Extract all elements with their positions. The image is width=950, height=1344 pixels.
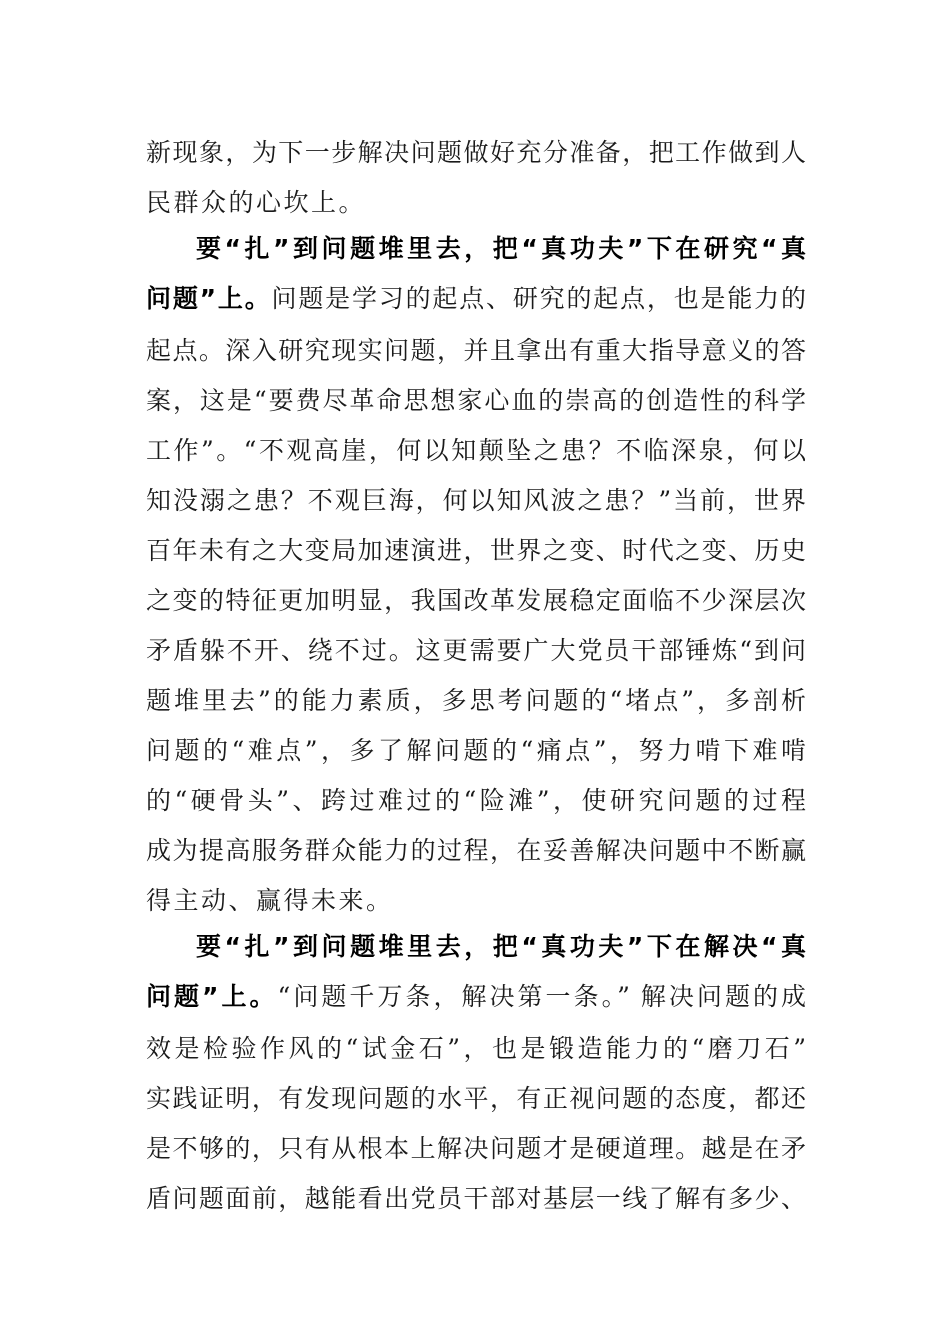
paragraph-2-line: 起点。深入研究现实问题，并且拿出有重大指导意义的答 <box>146 336 806 365</box>
paragraph-2-line: 矛盾躲不开、绕不过。这更需要广大党员干部锤炼“到问 <box>146 636 806 665</box>
paragraph-2-line: 百年未有之大变局加速演进，世界之变、时代之变、历史 <box>146 536 806 565</box>
paragraph-2-line: 之变的特征更加明显，我国改革发展稳定面临不少深层次 <box>146 586 806 615</box>
paragraph-3-line: 效是检验作风的“试金石”，也是锻造能力的“磨刀石” <box>146 1034 806 1063</box>
paragraph-3-line: 盾问题面前，越能看出党员干部对基层一线了解有多少、 <box>146 1184 806 1213</box>
paragraph-2-heading-line-2: 问题”上。 <box>146 284 272 313</box>
paragraph-2-line: 案，这是“要费尽革命思想家心血的崇高的创造性的科学 <box>146 386 806 415</box>
paragraph-3-heading-line-2: 问题”上。 <box>146 982 278 1011</box>
paragraph-3-heading-line-1: 要“扎”到问题堆里去，把“真功夫”下在解决“真 <box>196 932 806 961</box>
paragraph-2-line: 知没溺之患？不观巨海，何以知风波之患？”当前，世界 <box>146 486 806 515</box>
paragraph-2-line: 工作”。“不观高崖，何以知颠坠之患？不临深泉，何以 <box>146 436 806 465</box>
paragraph-2-line-2 <box>146 284 806 314</box>
paragraph-3-line-2-rest: “问题千万条，解决第一条。” 解决问题的成 <box>277 982 806 1011</box>
paragraph-2-heading-line-1: 要“扎”到问题堆里去，把“真功夫”下在研究“真 <box>196 234 806 263</box>
paragraph-2-line: 题堆里去”的能力素质，多思考问题的“堵点”，多剖析 <box>146 686 806 715</box>
paragraph-2-line-2-rest: 问题是学习的起点、研究的起点，也是能力的 <box>271 284 806 313</box>
paragraph-3-line: 实践证明，有发现问题的水平，有正视问题的态度，都还 <box>146 1084 806 1113</box>
paragraph-3-line: 是不够的，只有从根本上解决问题才是硬道理。越是在矛 <box>146 1134 806 1163</box>
paragraph-2-line: 成为提高服务群众能力的过程，在妥善解决问题中不断赢 <box>146 836 806 865</box>
paragraph-2-line: 的“硬骨头”、跨过难过的“险滩”，使研究问题的过程 <box>146 786 806 815</box>
paragraph-3-line-2 <box>146 982 806 1012</box>
paragraph-2-line: 问题的“难点”，多了解问题的“痛点”，努力啃下难啃 <box>146 736 806 765</box>
paragraph-1-line-1: 新现象，为下一步解决问题做好充分准备，把工作做到人 <box>146 138 806 167</box>
paragraph-1-line-2: 民群众的心坎上。 <box>146 188 367 217</box>
paragraph-2-line-last: 得主动、赢得未来。 <box>146 886 394 915</box>
